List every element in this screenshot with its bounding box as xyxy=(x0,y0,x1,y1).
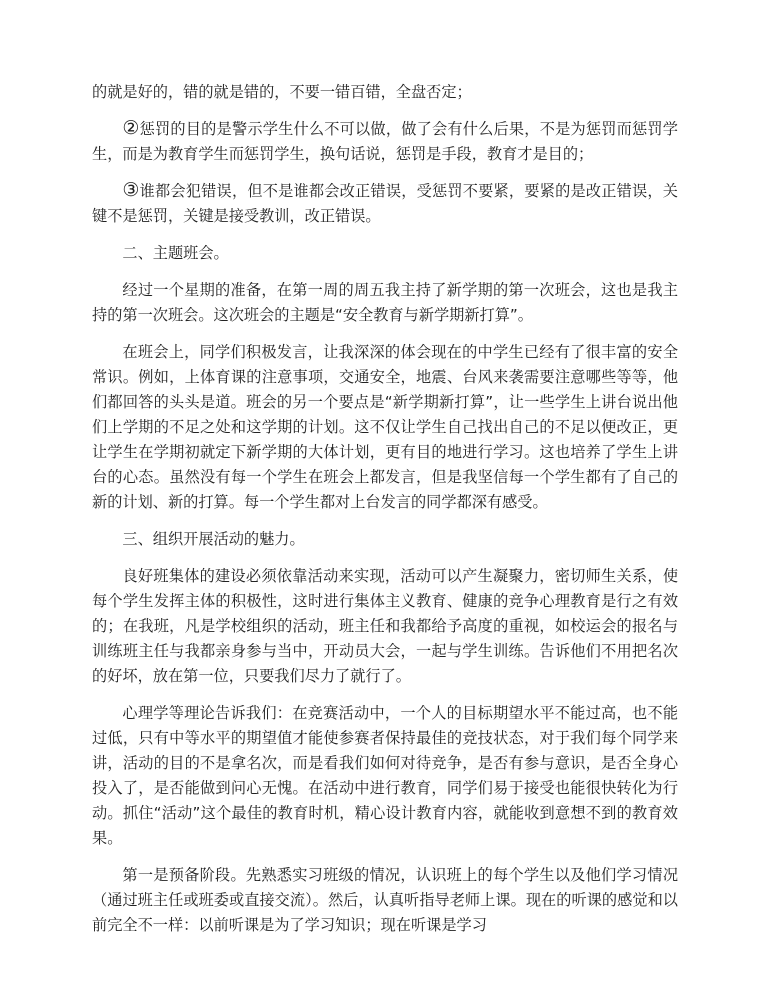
document-page xyxy=(92,80,678,950)
body-paragraph: 经过一个星期的准备，在第一周的周五我主持了新学期的第一次班会，这也是我主持的第一次班会。这次班会的主题是“安全教育与新学期新打算”。 xyxy=(92,281,678,324)
circled-number-marker: ③ xyxy=(122,179,140,201)
body-paragraph: 第一是预备阶段。先熟悉实习班级的情况，认识班上的每个学生以及他们学习情况（通过班主任或班委或直接交流）。然后，认真听指导老师上课。现在的听课的感觉和以前完全不一样：以前听课是为了学习知识；现在听课是学习 xyxy=(92,866,678,934)
paragraph-continuation: 的就是好的，错的就是错的，不要一错百错，全盘否定； xyxy=(92,83,472,101)
numbered-point-2 xyxy=(92,117,678,167)
numbered-point-text: 惩罚的目的是警示学生什么不可以做，做了会有什么后果，不是为惩罚而惩罚学生，而是为教育学生而惩罚学生，换句话说，惩罚是手段，教育才是目的； xyxy=(92,120,678,163)
section-heading: 二、主题班会。 xyxy=(122,244,229,262)
numbered-point-3 xyxy=(92,179,678,229)
section-heading: 三、组织开展活动的魅力。 xyxy=(122,530,305,548)
circled-number-marker: ② xyxy=(122,117,140,139)
body-paragraph: 心理学等理论告诉我们：在竞赛活动中，一个人的目标期望水平不能过高，也不能过低，只有中等水平的期望值才能使参赛者保持最佳的竞技状态，对于我们每个同学来讲，活动的目的不是拿名次，而是看我们如何对待竞争，是否有参与意识，是否全身心投入了，是否能做到问心无愧。在活动中进行教育，同学们易于接受也能很快转化为行动。抓住“活动”这个最佳的教育时机，精心设计教育内容，就能收到意想不到的教育效果。 xyxy=(92,704,678,847)
body-paragraph: 在班会上，同学们积极发言，让我深深的体会现在的中学生已经有了很丰富的安全常识。例如，上体育课的注意事项，交通安全，地震、台风来袭需要注意哪些等等，他们都回答的头头是道。班会的另一个要点是“新学期新打算”，让一些学生上讲台说出他们上学期的不足之处和这学期的计划。这不仅让学生自己找出自己的不足以便改正，更让学生在学期初就定下新学期的大体计划，更有目的地进行学习。这也培养了学生上讲台的心态。虽然没有每一个学生在班会上都发言，但是我坚信每一个学生都有了自己的新的计划、新的打算。每一个学生都对上台发言的同学都深有感受。 xyxy=(92,343,678,511)
numbered-point-text: 谁都会犯错误，但不是谁都会改正错误，受惩罚不要紧，要紧的是改正错误，关键不是惩罚，关键是接受教训，改正错误。 xyxy=(92,182,678,225)
body-paragraph: 良好班集体的建设必须依靠活动来实现，活动可以产生凝聚力，密切师生关系，使每个学生发挥主体的积极性，这时进行集体主义教育、健康的竞争心理教育是行之有效的；在我班，凡是学校组织的活动，班主任和我都给予高度的重视，如校运会的报名与训练班主任与我都亲身参与当中，开动员大会，一起与学生训练。告诉他们不用把名次的好坏，放在第一位，只要我们尽力了就行了。 xyxy=(92,567,678,685)
